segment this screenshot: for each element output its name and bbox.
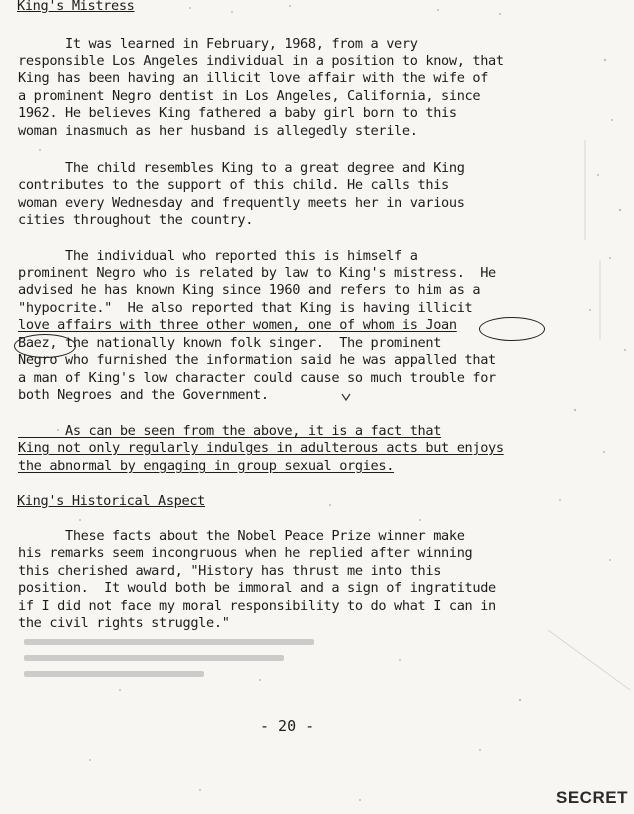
text-line: both Negroes and the Government. (18, 387, 269, 403)
text-line: Baez, the nationally known folk singer. The prominent (18, 335, 442, 351)
text-line: The child resembles King to a great degree and King (18, 160, 465, 176)
text-line: contributes to the support of this child. He calls this (18, 177, 449, 193)
text-line: advised he has known King since 1960 and refers to him as a (18, 282, 481, 298)
handwritten-circle (14, 334, 76, 358)
text-line-underlined: the abnormal by engaging in group sexual orgies. (18, 458, 395, 474)
text-line: "hypocrite." He also reported that King is having illicit (18, 300, 473, 316)
text-line: 1962. He believes King fathered a baby girl born to this (18, 105, 457, 121)
text-line: It was learned in February, 1968, from a very (18, 36, 418, 52)
illegible-text-remnants (24, 635, 324, 685)
text-line: The individual who reported this is himself a (18, 248, 418, 264)
section-heading-mistress: King's Mistress (17, 0, 135, 14)
text-line: woman every Wednesday and frequently meets her in various (18, 195, 465, 211)
text-line: woman inasmuch as her husband is allegedly sterile. (18, 123, 418, 139)
text-line: if I did not face my moral responsibility to do what I can in (18, 598, 496, 614)
text-line: cities throughout the country. (18, 212, 254, 228)
text-line-underlined: love affairs with three other women, one of whom is Joan (18, 317, 457, 333)
text-line: These facts about the Nobel Peace Prize winner make (18, 528, 465, 544)
text-line: the civil rights struggle." (18, 615, 230, 631)
text-line-underlined: As can be seen from the above, it is a fact that (18, 423, 442, 439)
text-line: a prominent Negro dentist in Los Angeles, California, since (18, 88, 481, 104)
handwritten-circle (479, 317, 545, 341)
text-line-underlined: King not only regularly indulges in adulterous acts but enjoys (18, 440, 504, 456)
page-number: - 20 - (260, 717, 315, 735)
text-line: this cherished award, "History has thrust me into this (18, 563, 442, 579)
text-line: Negro who furnished the information said he was appalled that (18, 352, 496, 368)
text-line: King has been having an illicit love affair with the wife of (18, 70, 489, 86)
text-line: responsible Los Angeles individual in a position to know, that (18, 53, 504, 69)
text-line: position. It would both be immoral and a sign of ingratitude (18, 580, 496, 596)
text-line: his remarks seem incongruous when he replied after winning (18, 545, 473, 561)
text-line: a man of King's low character could cause so much trouble for (18, 370, 496, 386)
classification-stamp: SECRET (556, 788, 628, 807)
section-heading-historical: King's Historical Aspect (17, 493, 206, 509)
text-line: prominent Negro who is related by law to King's mistress. He (18, 265, 496, 281)
